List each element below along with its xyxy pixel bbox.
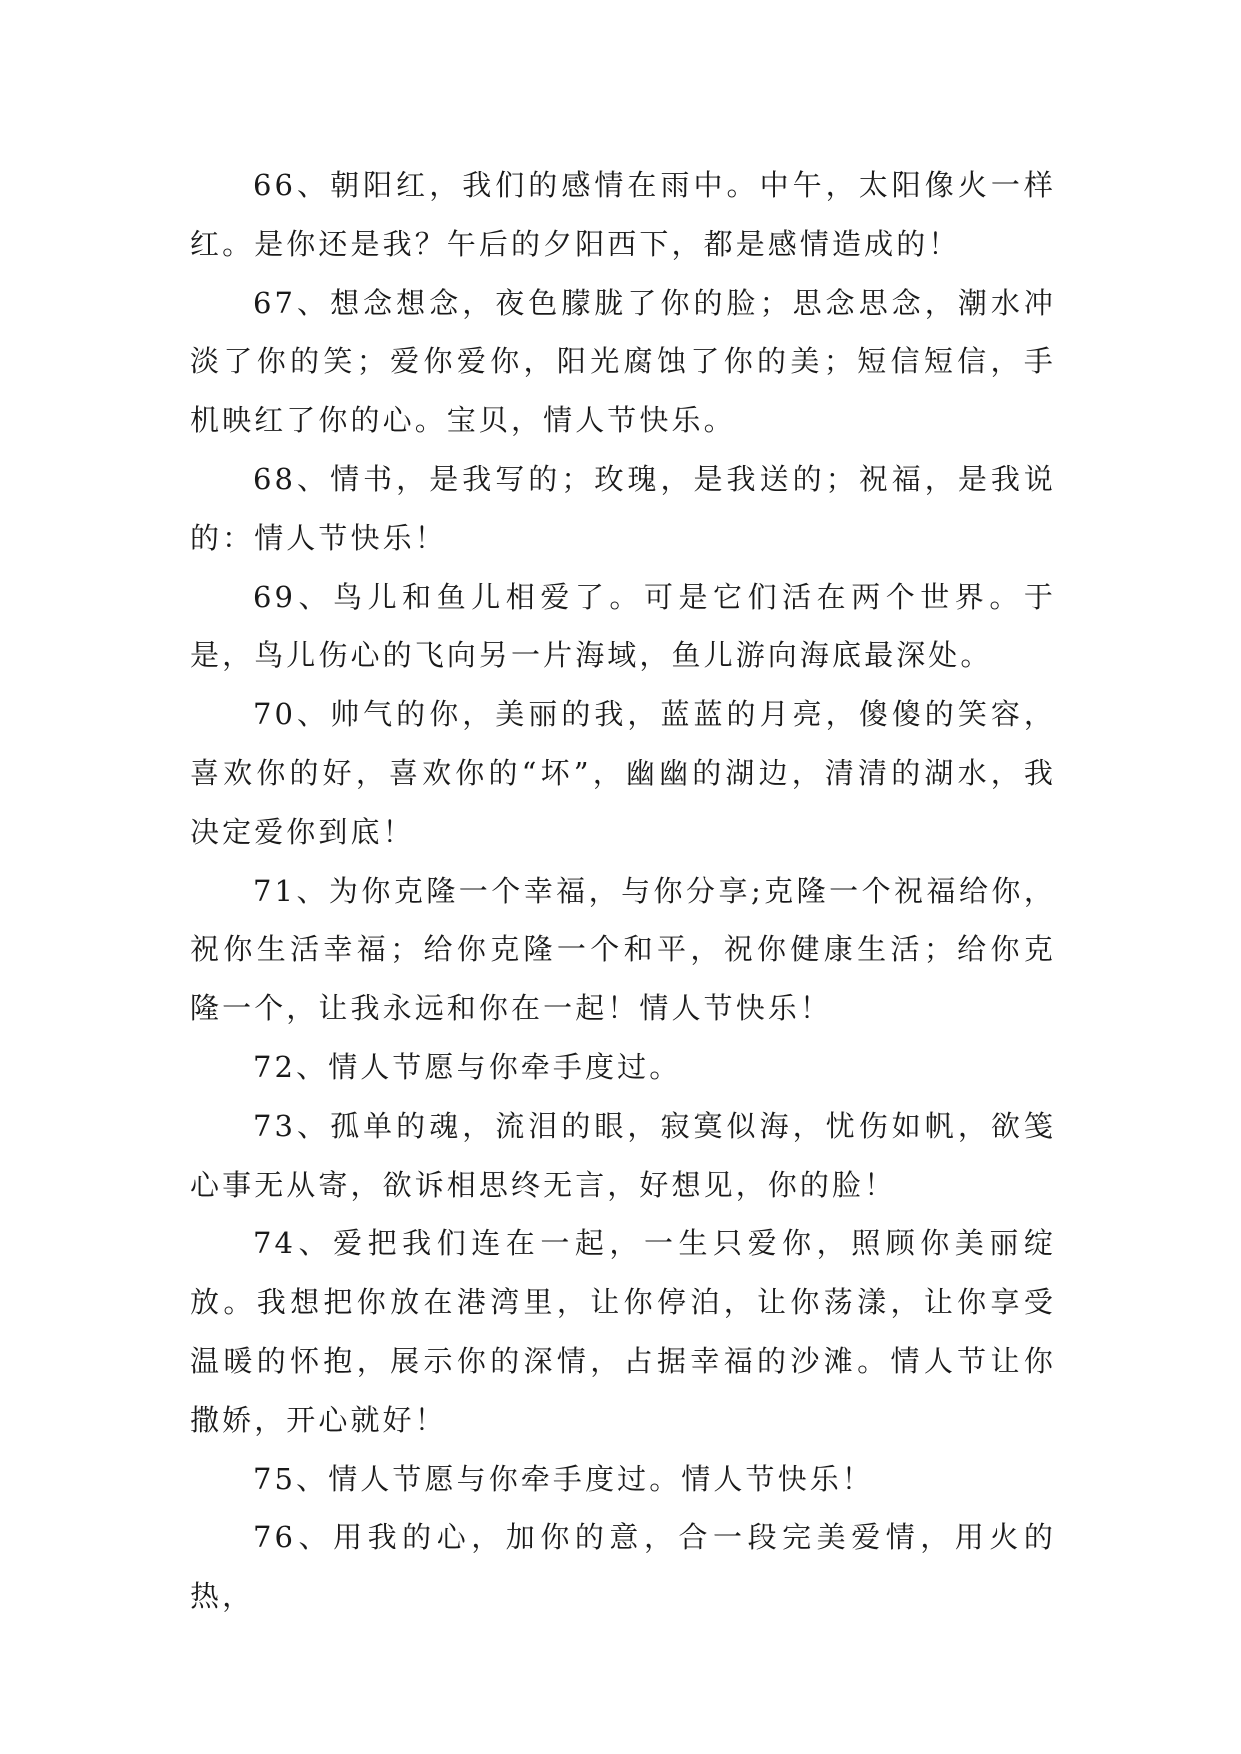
paragraph-69: 69、鸟儿和鱼儿相爱了。可是它们活在两个世界。于是，鸟儿伤心的飞向另一片海域，鱼儿游向海底最深处。 <box>190 579 1056 673</box>
paragraph-66: 66、朝阳红，我们的感情在雨中。中午，太阳像火一样红。是你还是我？午后的夕阳西下，都是感情造成的！ <box>190 168 1056 261</box>
paragraph-71: 71、为你克隆一个幸福，与你分享;克隆一个祝福给你，祝你生活幸福；给你克隆一个和平，祝你健康生活；给你克隆一个，让我永远和你在一起！情人节快乐！ <box>190 873 1056 1026</box>
paragraph-74: 74、爱把我们连在一起，一生只爱你，照顾你美丽绽放。我想把你放在港湾里，让你停泊，让你荡漾，让你享受温暖的怀抱，展示你的深情，占据幸福的沙滩。情人节让你撒娇，开心就好！ <box>190 1226 1056 1437</box>
paragraph-76: 76、用我的心，加你的意，合一段完美爱情，用火的热， <box>190 1520 1056 1614</box>
paragraph-73: 73、孤单的魂，流泪的眼，寂寞似海，忧伤如帆，欲笺心事无从寄，欲诉相思终无言，好想见，你的脸！ <box>190 1108 1056 1202</box>
document-body <box>190 156 1056 1626</box>
paragraph-68: 68、情书，是我写的；玫瑰，是我送的；祝福，是我说的：情人节快乐！ <box>190 461 1056 555</box>
paragraph-72: 72、情人节愿与你牵手度过。 <box>253 1049 682 1084</box>
paragraph-67: 67、想念想念，夜色朦胧了你的脸；思念思念，潮水冲淡了你的笑；爱你爱你，阳光腐蚀了你的美；短信短信，手机映红了你的心。宝贝，情人节快乐。 <box>190 285 1056 438</box>
paragraph-70: 70、帅气的你，美丽的我，蓝蓝的月亮，傻傻的笑容，喜欢你的好，喜欢你的“坏”，幽幽的湖边，清清的湖水，我决定爱你到底！ <box>190 697 1056 849</box>
paragraph-75: 75、情人节愿与你牵手度过。情人节快乐！ <box>253 1461 874 1496</box>
